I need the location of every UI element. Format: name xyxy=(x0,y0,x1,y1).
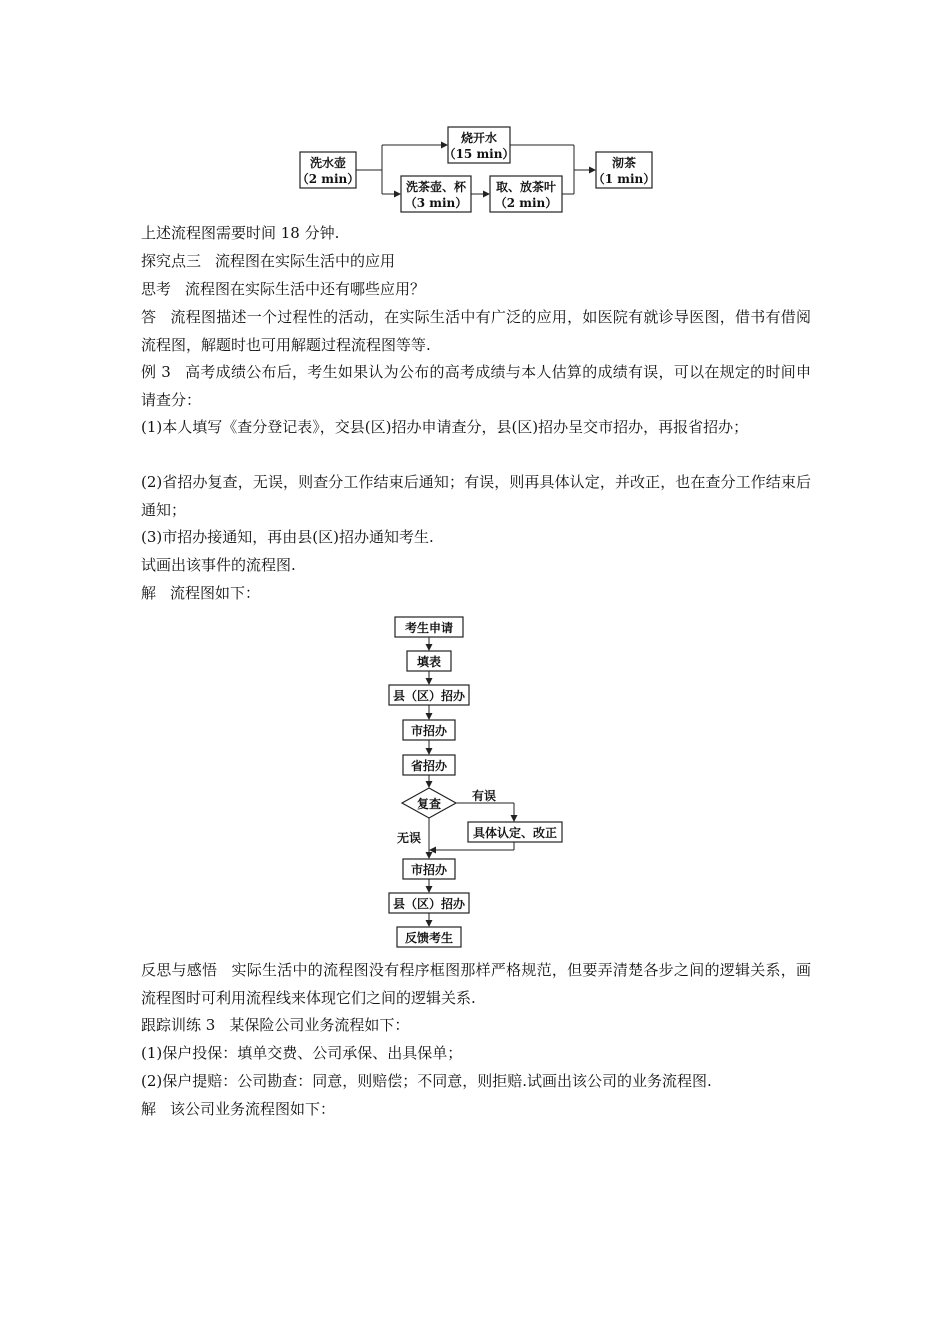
get-tea-time: （2 min） xyxy=(494,196,558,210)
section-title: 流程图在实际生活中的应用 xyxy=(215,252,396,270)
confirm-fix-label: 具体认定、改正 xyxy=(472,826,558,840)
section-heading xyxy=(141,248,811,276)
example-item-2: (2)省招办复查，无误，则查分工作结束后通知；有误，则再具体认定，并改正，也在查分工作结束后通知； xyxy=(141,473,811,519)
brew-tea-time: （1 min） xyxy=(592,172,656,186)
boil-water-time: （15 min） xyxy=(443,147,515,161)
practice-3 xyxy=(141,1012,811,1040)
example-item-1: (1)本人填写《查分登记表》，交县(区)招办申请查分，县(区)招办呈交市招办，再报省招办； xyxy=(141,418,749,436)
boil-water-label: 烧开水 xyxy=(460,131,498,145)
exam-recheck-flowchart xyxy=(380,612,580,952)
practice-solution-body: 该公司业务流程图如下： xyxy=(170,1100,336,1118)
practice-solution-label: 解 xyxy=(141,1100,157,1118)
example-body: 高考成绩公布后，考生如果认为公布的高考成绩与本人估算的成绩有误，可以在规定的时间申请查分： xyxy=(141,363,811,409)
solution-body: 流程图如下： xyxy=(170,584,261,602)
wash-cups-label: 洗茶壶、杯 xyxy=(405,180,467,194)
practice-solution xyxy=(141,1096,811,1124)
answer-body: 流程图描述一个过程性的活动，在实际生活中有广泛的应用，如医院有就诊导医图，借书有借阅流程图，解题时也可用解题过程流程图等等. xyxy=(141,308,811,354)
feedback-label: 反馈考生 xyxy=(404,931,454,945)
brew-tea-label: 沏茶 xyxy=(611,156,637,170)
think-body: 流程图在实际生活中还有哪些应用？ xyxy=(185,280,426,298)
wash-kettle-label: 洗水壶 xyxy=(309,156,347,170)
answer-label: 答 xyxy=(141,308,157,326)
answer-paragraph xyxy=(141,304,811,359)
no-error-label: 无误 xyxy=(397,831,422,845)
wash-kettle-time: （2 min） xyxy=(296,172,360,186)
example-task: 试画出该事件的流程图. xyxy=(141,556,296,574)
county-office-label-2: 县（区）招办 xyxy=(392,897,466,911)
section-label: 探究点三 xyxy=(141,252,202,270)
reflection-body: 实际生活中的流程图没有程序框图那样严格规范，但要弄清楚各步之间的逻辑关系，画流程图时可利用流程线来体现它们之间的逻辑关系. xyxy=(141,961,811,1007)
fill-form-label: 填表 xyxy=(416,655,442,669)
solution-label: 解 xyxy=(141,584,157,602)
province-office-label: 省招办 xyxy=(410,759,448,773)
recheck-label: 复查 xyxy=(416,797,442,811)
practice-item-1: (1)保户投保：填单交费、公司承保、出具保单； xyxy=(141,1044,463,1062)
has-error-label: 有误 xyxy=(472,789,497,803)
practice-item-2: (2)保户提赔：公司勘查：同意，则赔偿；不同意，则拒赔.试画出该公司的业务流程图. xyxy=(141,1072,712,1090)
wash-cups-time: （3 min） xyxy=(404,196,468,210)
example-item-3: (3)市招办接通知，再由县(区)招办通知考生. xyxy=(141,528,434,546)
city-office-label-2: 市招办 xyxy=(410,863,448,877)
reflection-label: 反思与感悟 xyxy=(141,961,218,979)
think-label: 思考 xyxy=(141,280,172,298)
practice-body: 某保险公司业务流程如下： xyxy=(229,1016,410,1034)
example-3 xyxy=(141,359,811,414)
city-office-label-1: 市招办 xyxy=(410,724,448,738)
apply-label: 考生申请 xyxy=(404,621,454,635)
example-label: 例 3 xyxy=(141,363,171,381)
tea-flowchart xyxy=(290,120,670,220)
practice-label: 跟踪训练 3 xyxy=(141,1016,216,1034)
county-office-label-1: 县（区）招办 xyxy=(392,689,466,703)
reflection-paragraph xyxy=(141,957,811,1012)
get-tea-label: 取、放茶叶 xyxy=(495,180,557,194)
solution-line xyxy=(141,580,811,608)
text-total-time: 上述流程图需要时间 18 分钟. xyxy=(141,224,340,242)
think-question xyxy=(141,276,811,304)
